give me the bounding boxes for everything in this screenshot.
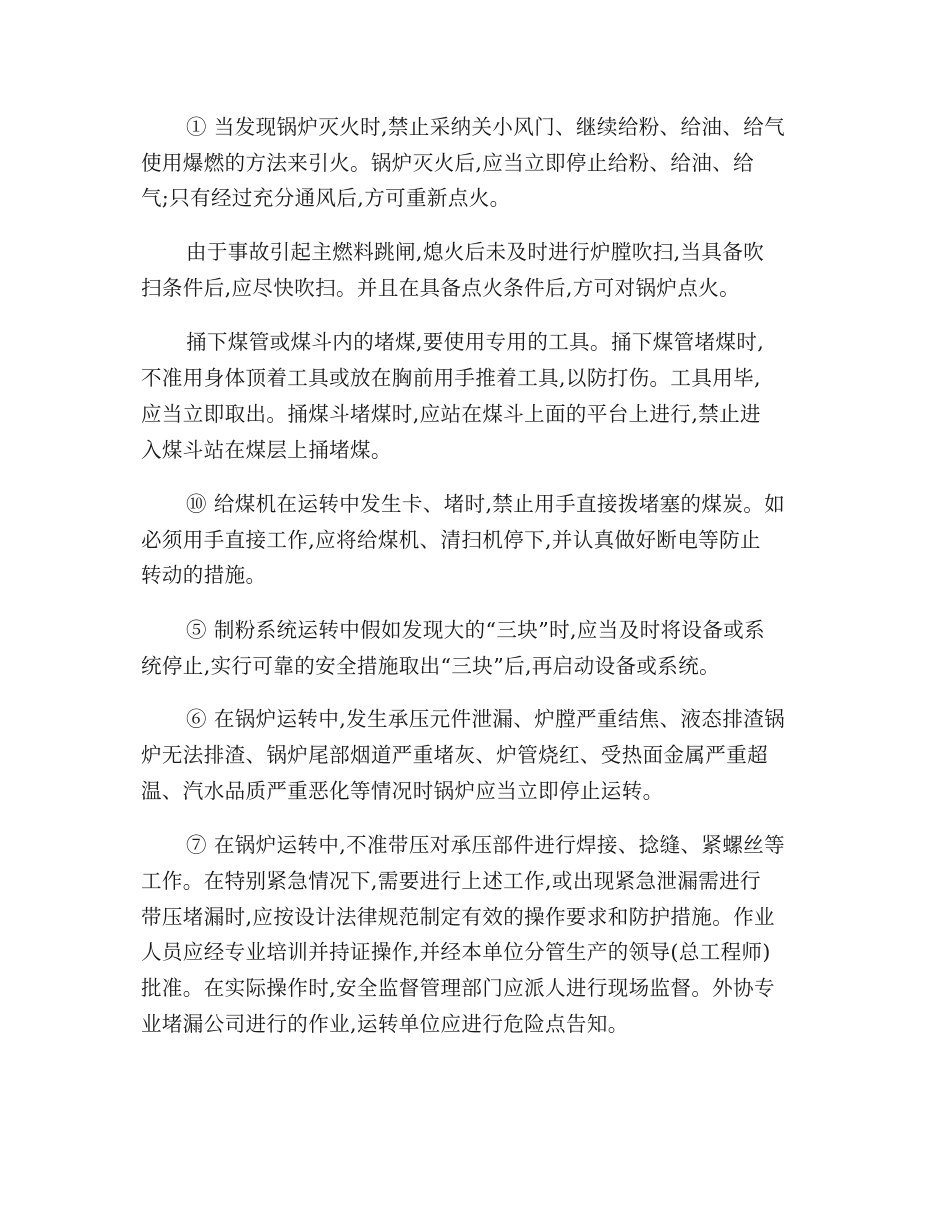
paragraph-line: 由于事故引起主燃料跳闸,熄火后未及时进行炉膛吹扫,当具备吹 — [186, 240, 765, 264]
paragraph-line: 转动的措施。 — [141, 563, 267, 587]
paragraph-line: ⑩ 给煤机在运转中发生卡、堵时,禁止用手直接拨堵塞的煤炭。如 — [186, 492, 786, 516]
paragraph-line: 带压堵漏时,应按设计法律规范制定有效的操作要求和防护措施。作业 — [141, 905, 775, 929]
paragraph-line: ① 当发现锅炉灭火时,禁止采纳关小风门、继续给粉、给油、给气 — [186, 115, 786, 139]
paragraph-line: 气;只有经过充分通风后,方可重新点火。 — [141, 186, 511, 210]
paragraph-line: 工作。在特别紧急情况下,需要进行上述工作,或出现紧急泄漏需进行 — [141, 869, 761, 893]
paragraph-line: 人员应经专业培训并持证操作,并经本单位分管生产的领导(总工程师) — [141, 940, 771, 964]
paragraph-line: 温、汽水品质严重恶化等情况时锅炉应当立即停止运转。 — [141, 779, 664, 803]
paragraph-line: ⑦ 在锅炉运转中,不准带压对承压部件进行焊接、捻缝、紧螺丝等 — [186, 833, 786, 857]
paragraph-line: 不准用身体顶着工具或放在胸前用手推着工具,以防打伤。工具用毕, — [141, 366, 761, 390]
paragraph-line: 应当立即取出。捅煤斗堵煤时,应站在煤斗上面的平台上进行,禁止进 — [141, 402, 761, 426]
paragraph-line: 扫条件后,应尽快吹扫。并且在具备点火条件后,方可对锅炉点火。 — [141, 276, 741, 300]
paragraph-line: ⑤ 制粉系统运转中假如发现大的“三块”时,应当及时将设备或系 — [186, 618, 765, 642]
paragraph-line: ⑥ 在锅炉运转中,发生承压元件泄漏、炉膛严重结焦、液态排渣锅 — [186, 707, 786, 731]
paragraph-line: 炉无法排渣、锅炉尾部烟道严重堵灰、炉管烧红、受热面金属严重超 — [141, 743, 768, 767]
paragraph-line: 捅下煤管或煤斗内的堵煤,要使用专用的工具。捅下煤管堵煤时, — [186, 330, 765, 354]
paragraph-line: 统停止,实行可靠的安全措施取出“三块”后,再启动设备或系统。 — [141, 654, 720, 678]
paragraph-line: 必须用手直接工作,应将给煤机、清扫机停下,并认真做好断电等防止 — [141, 528, 761, 552]
paragraph-line: 入煤斗站在煤层上捅堵煤。 — [141, 438, 392, 462]
paragraph-line: 业堵漏公司进行的作业,运转单位应进行危险点告知。 — [141, 1012, 629, 1036]
paragraph-line: 使用爆燃的方法来引火。锅炉灭火后,应当立即停止给粉、给油、给 — [141, 151, 755, 175]
paragraph-line: 批准。在实际操作时,安全监督管理部门应派人进行现场监督。外协专 — [141, 976, 775, 1000]
